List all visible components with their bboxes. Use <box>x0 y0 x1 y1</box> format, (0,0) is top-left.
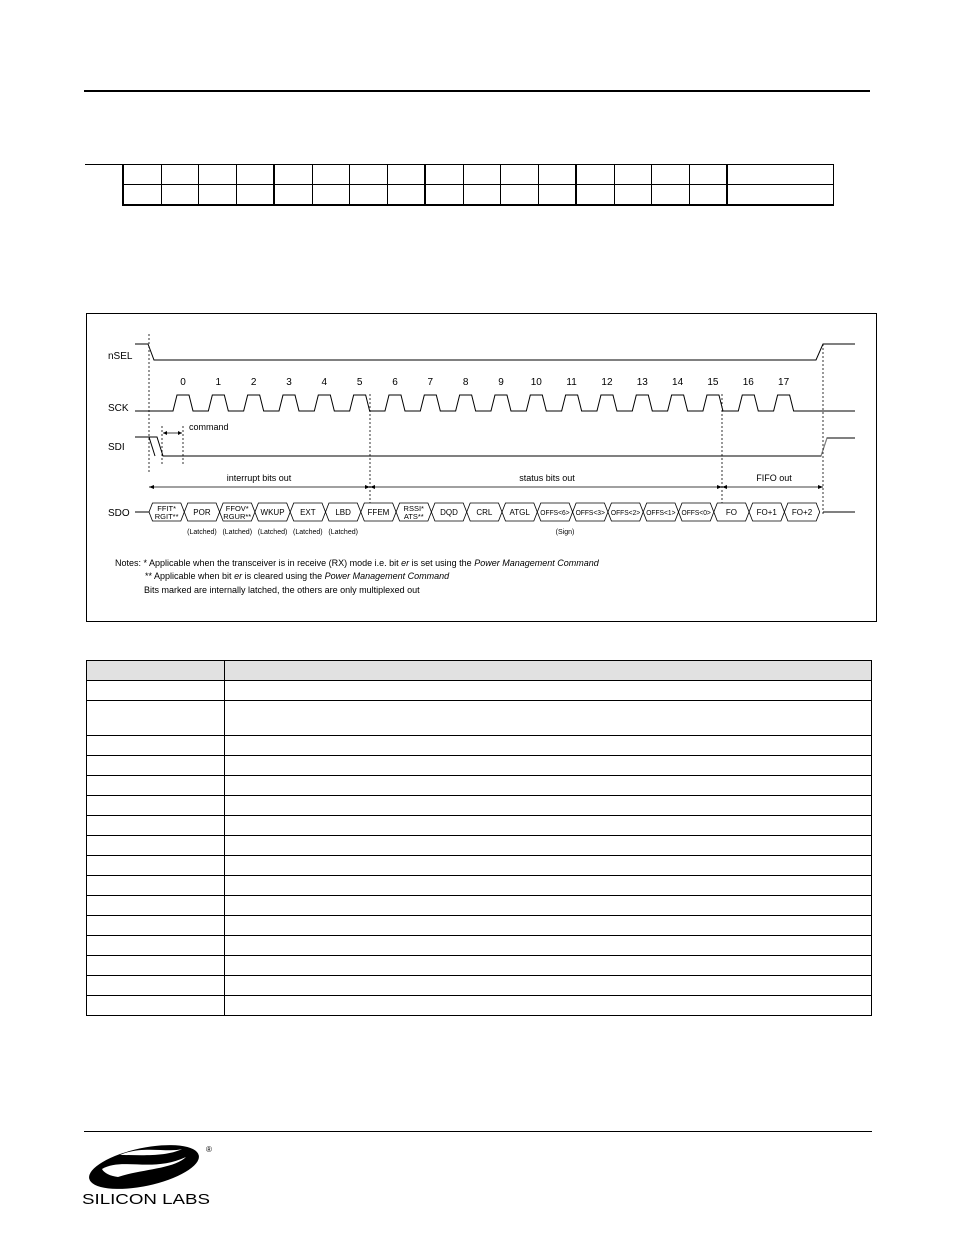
clock-number: 10 <box>530 377 542 388</box>
section-arrowhead <box>370 485 375 489</box>
command-arrowhead <box>178 431 182 435</box>
latched-label: (Latched) <box>187 529 217 536</box>
sdo-bit-label: EXT <box>300 508 316 517</box>
table-row <box>87 681 872 701</box>
table-row <box>87 776 872 796</box>
note-line-1: Notes: * Applicable when the transceiver is in receive (RX) mode i.e. bit er is set using the Power Management Command <box>115 558 599 568</box>
clock-number: 3 <box>286 377 292 388</box>
sign-label: (Sign) <box>555 529 575 536</box>
command-table-row <box>85 185 834 206</box>
clock-number: 2 <box>250 377 257 388</box>
signal-label-sdi: SDI <box>108 442 125 453</box>
table-row <box>87 856 872 876</box>
sdo-bit-label: DQD <box>440 508 458 517</box>
note-line-2: ** Applicable when bit er is cleared using the Power Management Command <box>145 571 450 581</box>
sdo-bit-label: FO+2 <box>791 508 813 517</box>
note-line-3: Bits marked are internally latched, the others are only multiplexed out <box>144 585 420 595</box>
clock-number: 17 <box>778 377 790 388</box>
section-arrowhead <box>149 485 154 489</box>
table-row <box>87 976 872 996</box>
table-row <box>87 816 872 836</box>
sdo-bit-label: FFOV* <box>225 504 249 513</box>
table-row <box>87 956 872 976</box>
signal-label-nsel: nSEL <box>108 351 133 362</box>
table-row <box>87 836 872 856</box>
clock-number: 14 <box>672 377 684 388</box>
sdo-bit-label: CRL <box>476 508 493 517</box>
sdo-bit-label: FFIT* <box>157 504 177 513</box>
latched-label: (Latched) <box>328 529 358 536</box>
timing-diagram <box>86 313 877 622</box>
section-arrowhead <box>717 485 722 489</box>
footer-rule <box>84 1131 872 1132</box>
nsel-waveform <box>135 344 855 360</box>
latched-label: (Latched) <box>257 529 288 536</box>
section-arrowhead <box>365 485 370 489</box>
clock-number: 16 <box>742 377 754 388</box>
table-row <box>87 996 872 1016</box>
clock-number: 12 <box>601 377 613 388</box>
clock-number: 8 <box>462 377 469 388</box>
section-label-interrupt: interrupt bits out <box>226 473 292 483</box>
section-arrowhead <box>818 485 823 489</box>
sdo-bit-label: OFFS<3> <box>575 510 605 517</box>
command-table-row <box>85 165 834 185</box>
sdo-bit-label: OFFS<2> <box>610 510 641 517</box>
table-row <box>87 876 872 896</box>
sdi-transition <box>149 437 155 456</box>
silicon-labs-logo <box>82 1143 212 1213</box>
sdo-bit-label: OFFS<0> <box>681 510 711 517</box>
command-label: command <box>189 422 229 432</box>
timing-diagram-svg <box>87 314 878 623</box>
table-row <box>87 701 872 736</box>
command-arrowhead <box>163 431 167 435</box>
section-label-status: status bits out <box>519 473 575 483</box>
clock-number: 4 <box>321 377 328 388</box>
section-arrowhead <box>722 485 727 489</box>
latched-label: (Latched) <box>222 529 253 536</box>
sdo-bit-label: FO+1 <box>756 508 777 517</box>
clock-number: 1 <box>215 377 222 388</box>
sdi-tristate <box>821 438 827 456</box>
clock-number: 7 <box>427 377 434 388</box>
clock-number: 6 <box>392 377 398 388</box>
sdo-bit-label: LBD <box>335 508 351 517</box>
clock-number: 15 <box>707 377 719 388</box>
command-bit-table <box>85 164 834 206</box>
sdo-bit-cells <box>135 503 855 521</box>
sdi-waveform-a <box>135 437 855 456</box>
sdo-bit-label: RGIT** <box>154 512 179 521</box>
table-row <box>87 796 872 816</box>
table-row <box>87 936 872 956</box>
table-row <box>87 756 872 776</box>
table-row <box>87 736 872 756</box>
status-bits-table <box>86 660 872 1016</box>
clock-number: 0 <box>180 377 186 388</box>
sdo-bit-label: WKUP <box>260 508 285 517</box>
silicon-labs-logo-mark <box>82 1143 212 1208</box>
sdo-bit-label: OFFS<6> <box>540 510 570 517</box>
table-row <box>87 896 872 916</box>
header-rule <box>84 90 870 92</box>
table-header-row <box>87 661 872 681</box>
waveforms <box>135 334 855 514</box>
sdo-bit-label: ATGL <box>509 508 530 517</box>
registered-mark: ® <box>206 1145 212 1154</box>
sdo-bit-label: OFFS<1> <box>646 510 676 517</box>
clock-numbers <box>180 377 789 388</box>
clock-number: 11 <box>566 377 577 388</box>
sdo-bit-label: FFEM <box>367 508 390 517</box>
section-label-fifo: FIFO out <box>756 473 792 483</box>
sdo-bit-label: FO <box>725 508 738 517</box>
clock-number: 13 <box>636 377 648 388</box>
sdo-bit-label: RSSI* <box>403 504 424 513</box>
table-row <box>87 916 872 936</box>
signal-label-sck: SCK <box>108 403 129 414</box>
clock-number: 5 <box>356 377 363 388</box>
sdo-bit-label: RGUR** <box>223 512 252 521</box>
logo-text: SILICON LABS <box>82 1191 210 1208</box>
clock-number: 9 <box>498 377 504 388</box>
sck-waveform <box>135 395 855 411</box>
latched-labels <box>187 529 358 536</box>
signal-label-sdo: SDO <box>108 508 130 519</box>
sdo-bit-label: ATS** <box>403 512 424 521</box>
sdo-bit-label: POR <box>193 508 211 517</box>
latched-label: (Latched) <box>293 529 323 536</box>
